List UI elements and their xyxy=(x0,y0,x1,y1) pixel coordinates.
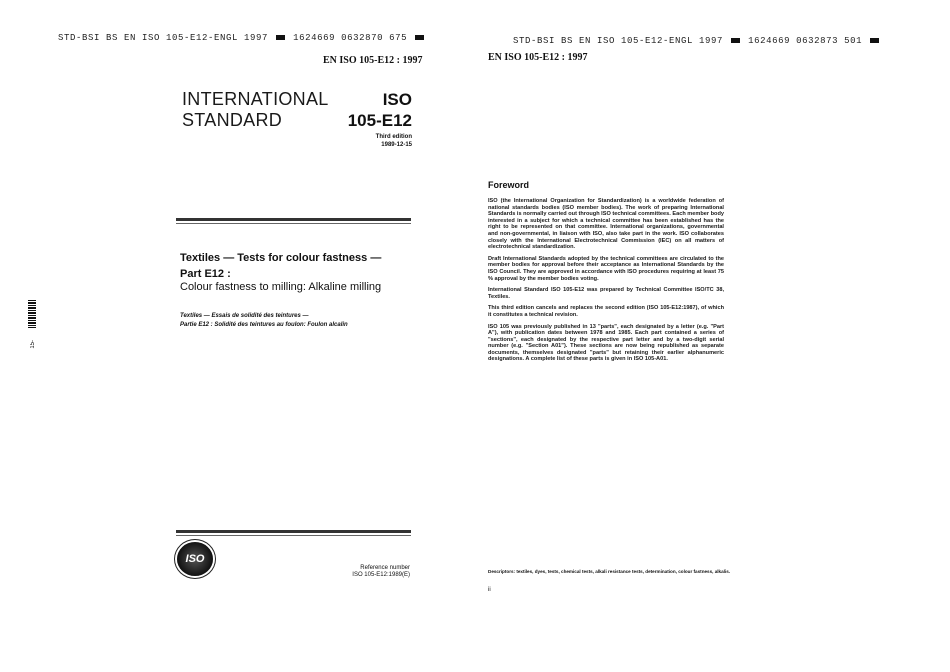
international-label: INTERNATIONAL xyxy=(182,89,329,109)
scan-block-mark xyxy=(415,35,424,40)
reference-block xyxy=(330,565,410,579)
title-rule-bottom xyxy=(176,223,411,224)
edition-label: Third edition xyxy=(375,134,412,140)
document-subtitle: Colour fastness to milling: Alkaline milling xyxy=(180,281,382,293)
scan-code: STD-BSI BS EN ISO 105-E12-ENGL 1997 xyxy=(513,36,724,46)
reference-label: Reference number xyxy=(360,565,410,571)
scan-number: 1624669 0632873 501 xyxy=(748,36,863,46)
margin-mark: 15- xyxy=(30,340,36,349)
edition-date: 1989-12-15 xyxy=(381,142,412,148)
standard-number-block xyxy=(330,89,412,131)
standard-reference-right: EN ISO 105-E12 : 1997 xyxy=(488,52,588,63)
foreword-paragraph: Draft International Standards adopted by the technical committees are circulated to the member bodies for approval before their acceptance as International Standards by the ISO Council. They are approved in accordance with ISO procedures requiring at least 75 % approval by the member bodies voting. xyxy=(488,255,724,282)
iso-label: ISO xyxy=(382,90,412,109)
scan-header-left xyxy=(58,33,426,43)
margin-barcode xyxy=(28,300,36,328)
document-type xyxy=(182,89,329,131)
iso-logo-text: ISO xyxy=(185,553,205,565)
document-title: Textiles — Tests for colour fastness — xyxy=(180,252,382,264)
foreword-heading: Foreword xyxy=(488,180,530,190)
title-rule-top xyxy=(176,218,411,221)
scan-number: 1624669 0632870 675 xyxy=(293,33,408,43)
scan-code: STD-BSI BS EN ISO 105-E12-ENGL 1997 xyxy=(58,33,269,43)
standard-number: 105-E12 xyxy=(347,111,412,130)
foreword-paragraph: International Standard ISO 105-E12 was prepared by Technical Committee ISO/TC 38, Textiles. xyxy=(488,287,724,300)
french-title-block xyxy=(180,312,348,330)
scan-block-mark xyxy=(731,38,740,43)
edition-block xyxy=(340,133,412,149)
footer-rule-bottom xyxy=(176,535,411,536)
scan-header-right xyxy=(513,36,881,46)
foreword-body xyxy=(488,198,724,368)
french-title: Textiles — Essais de solidité des teintures — xyxy=(180,313,309,319)
scan-block-mark xyxy=(276,35,285,40)
scan-block-mark xyxy=(870,38,879,43)
standard-reference-left: EN ISO 105-E12 : 1997 xyxy=(323,55,423,66)
standard-label: STANDARD xyxy=(182,110,283,130)
french-subtitle: Partie E12 : Solidité des teintures au foulon: Foulon alcalin xyxy=(180,322,348,328)
foreword-paragraph: ISO 105 was previously published in 13 "parts", each designated by a letter (e.g. "Part A"), with publication dates between 1978 and 1985. Each part contained a series of "sections", each designated by the respective part letter and by a two-digit serial number (e.g. "Section A01"). These sections are now being republished as separate documents, themselves designated "parts" but retaining their earlier alphanumeric designations. A complete list of these parts is given in ISO 105-A01. xyxy=(488,323,724,363)
foreword-paragraph: This third edition cancels and replaces the second edition (ISO 105-E12:1987), of which it constitutes a technical revision. xyxy=(488,305,724,318)
page-number: ii xyxy=(488,587,491,593)
part-label: Part E12 : xyxy=(180,268,231,280)
descriptors: Descriptors: textiles, dyes, tests, chemical tests, alkali resistance tests, determination, colour fastness, alkalis. xyxy=(488,569,731,574)
reference-number: ISO 105-E12:1989(E) xyxy=(352,572,410,578)
iso-logo xyxy=(177,542,213,576)
footer-rule-top xyxy=(176,530,411,533)
foreword-paragraph: ISO (the International Organization for Standardization) is a worldwide federation of national standards bodies (ISO member bodies). The work of preparing International Standards is normally carried out through ISO technical committees. Each member body interested in a subject for which a technical committee has been established has the right to be represented on that committee. International organizations, governmental and non-governmental, in liaison with ISO, also take part in the work. ISO collaborates closely with the International Electrotechnical Commission (IEC) on all matters of electrotechnical standardization. xyxy=(488,198,724,251)
